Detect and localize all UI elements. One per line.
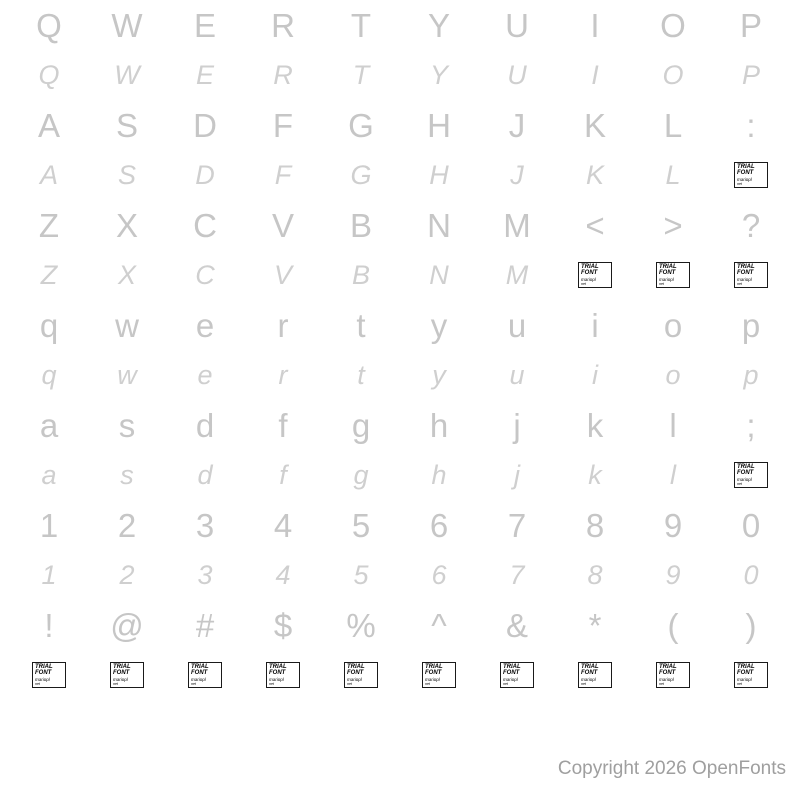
glyph-row: [10, 150, 790, 200]
glyph-cell: #: [195, 606, 215, 644]
glyph-cell: j: [514, 459, 520, 490]
glyph-cell: 8: [587, 559, 603, 590]
trial-stamp-line1: TRIAL: [269, 664, 287, 670]
glyph-cell: e: [197, 359, 213, 390]
trial-stamp-line3: mariopl: [659, 677, 674, 682]
trial-stamp-line1: TRIAL: [581, 664, 599, 670]
glyph-cell: R: [273, 59, 293, 90]
trial-stamp-line1: TRIAL: [347, 664, 365, 670]
glyph-cell: k: [588, 459, 602, 490]
trial-font-stamp: [88, 650, 166, 700]
glyph-cell: 3: [195, 506, 215, 544]
glyph-cell: (: [667, 606, 679, 644]
glyph-cell: H: [427, 106, 451, 144]
trial-stamp-line3: mariopl: [737, 477, 752, 482]
glyph-cell: V: [273, 259, 292, 290]
glyph-cell: 1: [41, 559, 57, 590]
glyph-cell: 2: [119, 559, 135, 590]
trial-font-stamp: [712, 150, 790, 200]
glyph-cell: y: [432, 359, 446, 390]
glyph-cell: <: [585, 206, 605, 244]
trial-stamp-line2: FONT: [737, 170, 754, 176]
glyph-cell: g: [353, 459, 369, 490]
trial-stamp-line4: net: [737, 182, 742, 186]
trial-font-stamp-box: [656, 662, 690, 688]
glyph-cell: u: [509, 359, 525, 390]
trial-font-stamp: [478, 650, 556, 700]
glyph-cell: $: [273, 606, 293, 644]
trial-font-stamp-box: [110, 662, 144, 688]
trial-stamp-line2: FONT: [581, 270, 598, 276]
trial-font-stamp-box: [500, 662, 534, 688]
glyph-cell: o: [663, 306, 683, 344]
trial-stamp-line4: net: [191, 682, 196, 686]
trial-stamp-line4: net: [581, 682, 586, 686]
trial-font-stamp-box: [734, 662, 768, 688]
glyph-row: [10, 600, 790, 650]
glyph-cell: B: [349, 206, 372, 244]
glyph-cell: 5: [351, 506, 371, 544]
glyph-cell: L: [665, 159, 681, 190]
trial-stamp-line3: mariopl: [503, 677, 518, 682]
trial-stamp-line2: FONT: [269, 670, 286, 676]
trial-font-stamp-box: [188, 662, 222, 688]
glyph-cell: w: [117, 359, 137, 390]
glyph-cell: X: [117, 259, 136, 290]
glyph-cell: V: [271, 206, 294, 244]
glyph-cell: q: [39, 306, 59, 344]
trial-font-stamp-box: [422, 662, 456, 688]
glyph-cell: ;: [746, 406, 756, 444]
glyph-cell: g: [351, 406, 371, 444]
glyph-cell: T: [350, 6, 372, 44]
glyph-cell: P: [739, 6, 762, 44]
glyph-cell: a: [39, 406, 59, 444]
glyph-cell: Y: [429, 59, 448, 90]
trial-stamp-line3: mariopl: [35, 677, 50, 682]
glyph-cell: G: [348, 106, 374, 144]
glyph-cell: 4: [273, 506, 293, 544]
glyph-row: [10, 50, 790, 100]
trial-stamp-line3: mariopl: [347, 677, 362, 682]
trial-stamp-line2: FONT: [659, 670, 676, 676]
glyph-cell: ?: [741, 206, 761, 244]
trial-stamp-line1: TRIAL: [737, 264, 755, 270]
glyph-cell: h: [429, 406, 449, 444]
glyph-cell: @: [110, 606, 144, 644]
glyph-cell: 8: [585, 506, 605, 544]
glyph-cell: i: [591, 306, 599, 344]
trial-stamp-line3: mariopl: [113, 677, 128, 682]
trial-stamp-line1: TRIAL: [737, 164, 755, 170]
glyph-cell: O: [662, 59, 684, 90]
trial-stamp-line2: FONT: [191, 670, 208, 676]
trial-stamp-line4: net: [737, 282, 742, 286]
glyph-cell: G: [350, 159, 372, 190]
trial-stamp-line1: TRIAL: [737, 664, 755, 670]
trial-stamp-line3: mariopl: [737, 177, 752, 182]
trial-font-stamp-box: [32, 662, 66, 688]
trial-stamp-line3: mariopl: [269, 677, 284, 682]
glyph-cell: t: [356, 306, 366, 344]
glyph-row: [10, 400, 790, 450]
glyph-cell: C: [193, 206, 217, 244]
trial-font-stamp-box: [656, 262, 690, 288]
glyph-cell: M: [505, 259, 529, 290]
trial-stamp-line2: FONT: [659, 270, 676, 276]
trial-stamp-line4: net: [581, 282, 586, 286]
trial-stamp-line2: FONT: [737, 470, 754, 476]
glyph-cell: U: [505, 6, 529, 44]
glyph-row: [10, 200, 790, 250]
trial-font-stamp-box: [344, 662, 378, 688]
glyph-cell: U: [507, 59, 527, 90]
glyph-cell: D: [193, 106, 217, 144]
glyph-cell: I: [590, 6, 600, 44]
glyph-cell: w: [115, 306, 139, 344]
glyph-cell: F: [274, 159, 292, 190]
glyph-cell: R: [271, 6, 295, 44]
trial-font-stamp: [556, 250, 634, 300]
glyph-cell: l: [670, 459, 676, 490]
glyph-cell: C: [195, 259, 215, 290]
glyph-cell: K: [583, 106, 606, 144]
trial-font-stamp-box: [734, 162, 768, 188]
trial-font-stamp: [400, 650, 478, 700]
glyph-cell: N: [429, 259, 449, 290]
glyph-cell: t: [357, 359, 365, 390]
glyph-cell: ^: [431, 606, 447, 644]
trial-stamp-line2: FONT: [425, 670, 442, 676]
trial-font-stamp: [634, 250, 712, 300]
glyph-cell: a: [41, 459, 57, 490]
glyph-row: [10, 250, 790, 300]
glyph-cell: 7: [509, 559, 525, 590]
trial-stamp-line4: net: [737, 682, 742, 686]
glyph-cell: 7: [507, 506, 527, 544]
glyph-cell: Z: [40, 259, 58, 290]
glyph-cell: T: [352, 59, 370, 90]
trial-stamp-line1: TRIAL: [503, 664, 521, 670]
glyph-cell: p: [743, 359, 759, 390]
glyph-cell: 0: [743, 559, 759, 590]
glyph-cell: A: [37, 106, 60, 144]
trial-font-stamp-box: [578, 262, 612, 288]
glyph-cell: Q: [38, 59, 60, 90]
glyph-row: [10, 650, 790, 700]
trial-stamp-line1: TRIAL: [191, 664, 209, 670]
trial-stamp-line4: net: [269, 682, 274, 686]
glyph-cell: W: [114, 59, 140, 90]
trial-font-stamp-box: [266, 662, 300, 688]
glyph-row: [10, 0, 790, 50]
glyph-cell: d: [195, 406, 215, 444]
trial-font-stamp: [166, 650, 244, 700]
glyph-cell: S: [117, 159, 136, 190]
glyph-cell: u: [507, 306, 527, 344]
glyph-cell: E: [195, 59, 214, 90]
trial-font-stamp-box: [734, 262, 768, 288]
trial-stamp-line3: mariopl: [425, 677, 440, 682]
copyright-notice: Copyright 2026 OpenFonts: [557, 758, 786, 779]
glyph-cell: 9: [665, 559, 681, 590]
trial-font-stamp: [556, 650, 634, 700]
trial-font-stamp: [712, 450, 790, 500]
trial-font-stamp: [322, 650, 400, 700]
glyph-cell: N: [427, 206, 451, 244]
glyph-cell: r: [277, 306, 289, 344]
glyph-cell: e: [195, 306, 215, 344]
trial-stamp-line3: mariopl: [737, 277, 752, 282]
trial-stamp-line3: mariopl: [581, 677, 596, 682]
glyph-cell: 5: [353, 559, 369, 590]
trial-stamp-line4: net: [35, 682, 40, 686]
trial-font-stamp: [244, 650, 322, 700]
glyph-cell: &: [505, 606, 528, 644]
trial-stamp-line4: net: [659, 282, 664, 286]
trial-font-stamp-box: [578, 662, 612, 688]
glyph-cell: 4: [275, 559, 291, 590]
trial-stamp-line3: mariopl: [737, 677, 752, 682]
glyph-cell: B: [351, 259, 370, 290]
glyph-cell: !: [44, 606, 54, 644]
glyph-cell: P: [741, 59, 760, 90]
trial-stamp-line1: TRIAL: [35, 664, 53, 670]
glyph-cell: J: [510, 159, 524, 190]
glyph-cell: h: [431, 459, 447, 490]
glyph-cell: F: [272, 106, 294, 144]
glyph-row: [10, 350, 790, 400]
glyph-cell: q: [41, 359, 57, 390]
glyph-cell: y: [430, 306, 448, 344]
glyph-cell: l: [669, 406, 677, 444]
glyph-cell: A: [39, 159, 58, 190]
trial-stamp-line1: TRIAL: [113, 664, 131, 670]
glyph-cell: Y: [427, 6, 450, 44]
trial-stamp-line1: TRIAL: [581, 264, 599, 270]
trial-stamp-line4: net: [347, 682, 352, 686]
glyph-cell: I: [591, 59, 599, 90]
trial-stamp-line2: FONT: [503, 670, 520, 676]
glyph-cell: E: [193, 6, 216, 44]
glyph-cell: X: [115, 206, 138, 244]
trial-stamp-line2: FONT: [113, 670, 130, 676]
trial-stamp-line4: net: [737, 482, 742, 486]
glyph-cell: K: [585, 159, 604, 190]
glyph-cell: f: [279, 459, 287, 490]
glyph-cell: *: [588, 606, 602, 644]
trial-font-stamp: [712, 650, 790, 700]
glyph-cell: p: [741, 306, 761, 344]
glyph-row: [10, 300, 790, 350]
trial-stamp-line3: mariopl: [581, 277, 596, 282]
trial-stamp-line4: net: [425, 682, 430, 686]
trial-font-stamp-box: [734, 462, 768, 488]
trial-stamp-line2: FONT: [581, 670, 598, 676]
trial-stamp-line3: mariopl: [191, 677, 206, 682]
glyph-cell: H: [429, 159, 449, 190]
glyph-cell: W: [111, 6, 143, 44]
glyph-cell: o: [665, 359, 681, 390]
glyph-cell: 9: [663, 506, 683, 544]
trial-stamp-line2: FONT: [737, 270, 754, 276]
trial-stamp-line4: net: [503, 682, 508, 686]
trial-stamp-line1: TRIAL: [659, 264, 677, 270]
trial-stamp-line2: FONT: [737, 670, 754, 676]
glyph-cell: f: [278, 406, 288, 444]
glyph-cell: s: [120, 459, 134, 490]
glyph-cell: J: [508, 106, 526, 144]
trial-font-stamp: [712, 250, 790, 300]
glyph-cell: M: [503, 206, 531, 244]
glyph-cell: j: [513, 406, 521, 444]
glyph-cell: k: [586, 406, 604, 444]
trial-font-stamp: [634, 650, 712, 700]
glyph-row: [10, 100, 790, 150]
glyph-row: [10, 500, 790, 550]
trial-stamp-line4: net: [113, 682, 118, 686]
trial-stamp-line1: TRIAL: [659, 664, 677, 670]
glyph-cell: :: [746, 106, 756, 144]
glyph-cell: ): [745, 606, 757, 644]
glyph-cell: 2: [117, 506, 137, 544]
trial-stamp-line3: mariopl: [659, 277, 674, 282]
trial-font-stamp: [10, 650, 88, 700]
glyph-cell: %: [346, 606, 376, 644]
glyph-cell: O: [660, 6, 686, 44]
trial-stamp-line2: FONT: [35, 670, 52, 676]
trial-stamp-line4: net: [659, 682, 664, 686]
glyph-cell: D: [195, 159, 215, 190]
glyph-cell: i: [592, 359, 598, 390]
glyph-cell: 6: [431, 559, 447, 590]
glyph-row: [10, 550, 790, 600]
glyph-cell: r: [278, 359, 288, 390]
trial-stamp-line1: TRIAL: [737, 464, 755, 470]
glyph-cell: Q: [36, 6, 62, 44]
glyph-cell: s: [118, 406, 136, 444]
glyph-cell: L: [663, 106, 683, 144]
glyph-cell: 6: [429, 506, 449, 544]
glyph-cell: 0: [741, 506, 761, 544]
glyph-cell: d: [197, 459, 213, 490]
trial-stamp-line1: TRIAL: [425, 664, 443, 670]
glyph-cell: S: [115, 106, 138, 144]
glyph-row: [10, 450, 790, 500]
glyph-cell: 1: [39, 506, 59, 544]
glyph-cell: >: [663, 206, 683, 244]
glyph-cell: Z: [38, 206, 60, 244]
glyph-cell: 3: [197, 559, 213, 590]
trial-stamp-line2: FONT: [347, 670, 364, 676]
